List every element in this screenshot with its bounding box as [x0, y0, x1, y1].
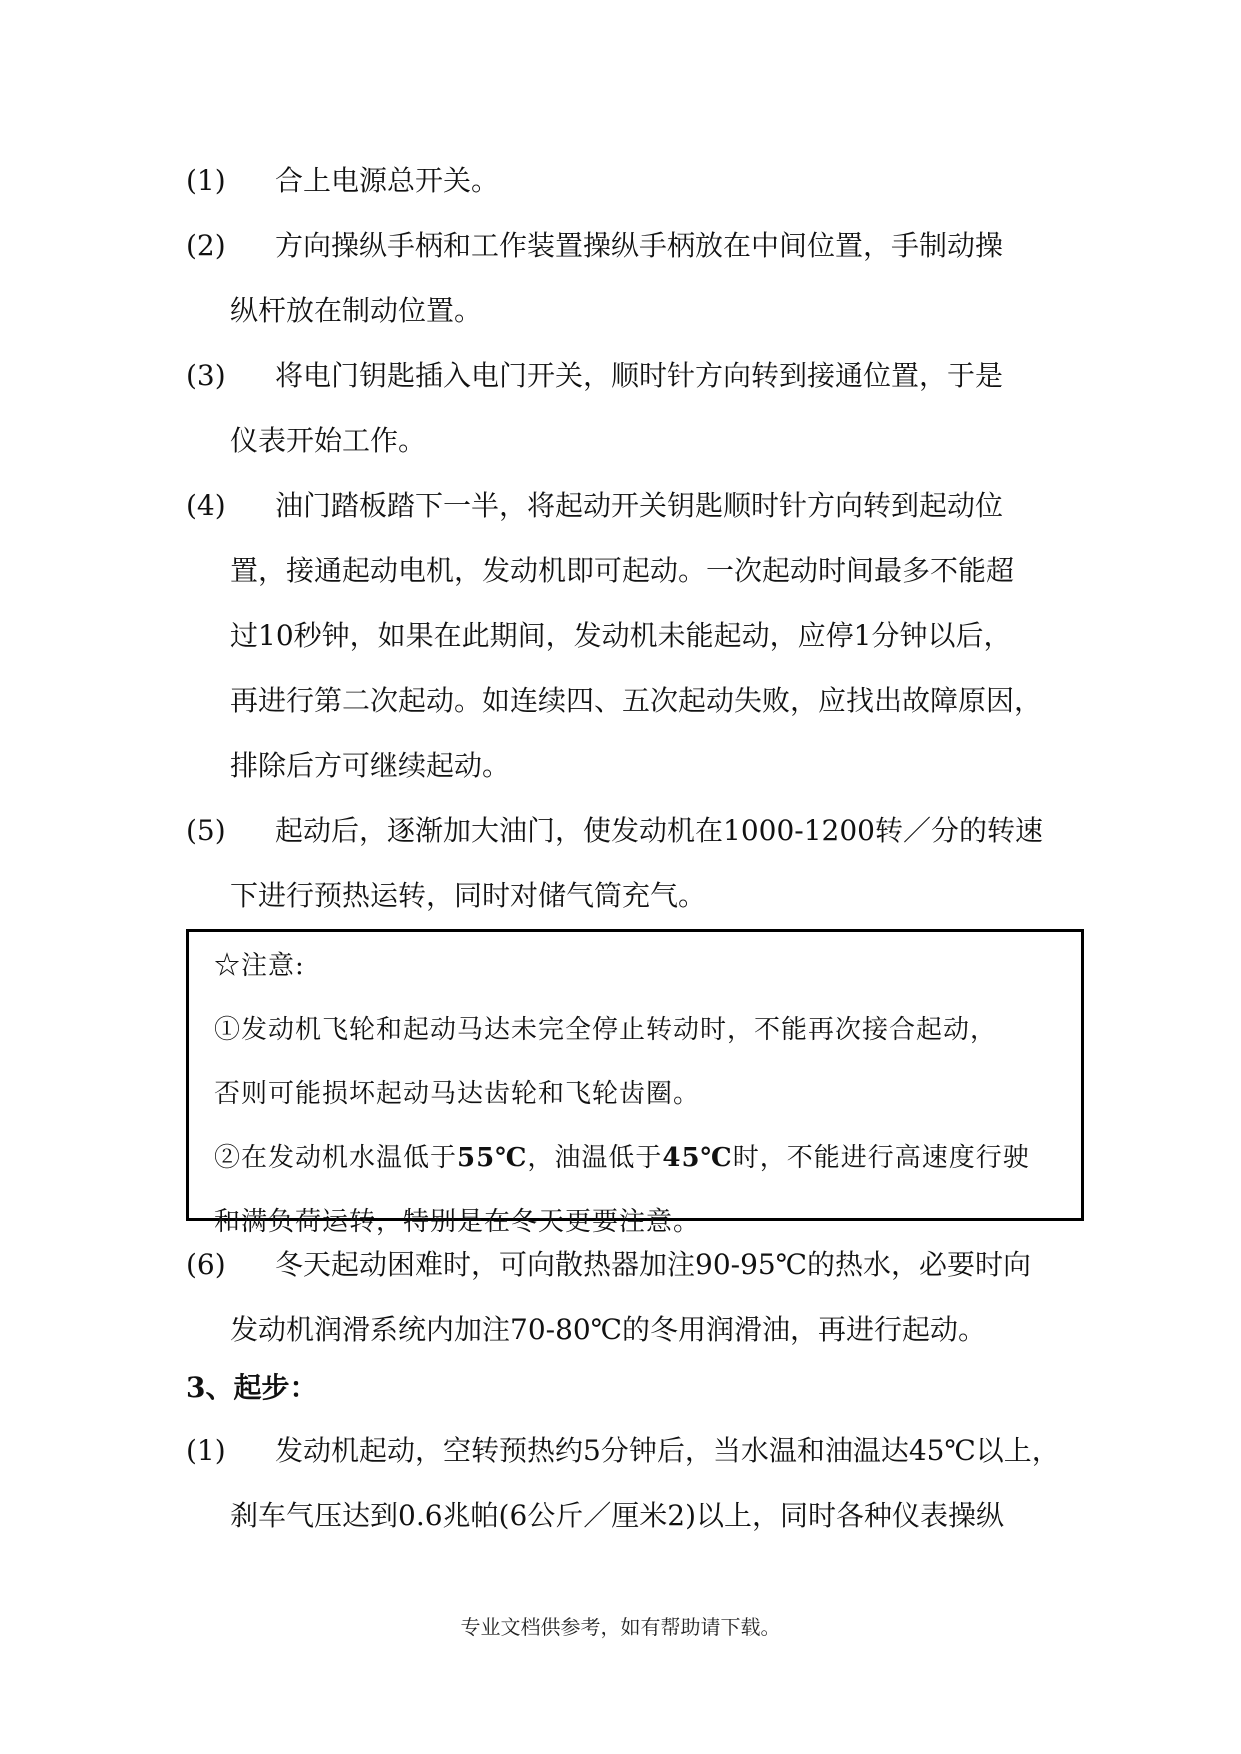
- item-number: (3): [186, 359, 226, 392]
- item-text: 发动机起动，空转预热约5分钟后，当水温和油温达45℃以上，: [275, 1434, 1060, 1467]
- list-item: [186, 213, 1046, 343]
- item-text: 将电门钥匙插入电门开关，顺时针方向转到接通位置，于是: [275, 359, 1004, 392]
- caution-text-part: ，油温低于: [527, 1143, 663, 1173]
- caution-text: [214, 1126, 1074, 1190]
- caution-title: ☆注意:: [214, 951, 305, 981]
- item-text: 刹车气压达到0.6兆帕(6公斤／厘米2)以上，同时各种仪表操纵: [230, 1499, 1005, 1532]
- item-text: 再进行第二次起动。如连续四、五次起动失败，应找出故障原因，: [230, 684, 1043, 717]
- item-number: (1): [186, 164, 226, 197]
- item-number: (5): [186, 814, 226, 847]
- caution-text: 和满负荷运转，特别是在冬天更要注意。: [214, 1207, 701, 1237]
- caution-text: 否则可能损坏起动马达齿轮和飞轮齿圈。: [214, 1079, 701, 1109]
- caution-text-part: 时，不能进行高速度行驶: [732, 1143, 1030, 1173]
- section-heading: 3、起步：: [186, 1371, 318, 1404]
- list-item: [186, 1418, 1060, 1548]
- list-item: [186, 798, 1046, 928]
- item-text: 下进行预热运转，同时对储气筒充气。: [230, 879, 707, 912]
- page-footer: 专业文档供参考，如有帮助请下载。: [460, 1615, 781, 1639]
- item-text: 置，接通起动电机，发动机即可起动。一次起动时间最多不能超: [230, 554, 1015, 587]
- item-text: 发动机润滑系统内加注70-80℃的冬用润滑油，再进行起动。: [230, 1313, 987, 1346]
- item-text: 过10秒钟，如果在此期间，发动机未能起动，应停1分钟以后，: [230, 619, 1012, 652]
- list-item: [186, 1232, 1046, 1362]
- item-number: (6): [186, 1248, 226, 1281]
- item-text: 起动后，逐渐加大油门，使发动机在1000-1200转／分的转速: [275, 814, 1043, 847]
- item-text: 冬天起动困难时，可向散热器加注90-95℃的热水，必要时向: [275, 1248, 1032, 1281]
- item-number: (1): [186, 1434, 226, 1467]
- list-item: [186, 473, 1046, 798]
- item-text: 方向操纵手柄和工作装置操纵手柄放在中间位置，手制动操: [275, 229, 1004, 262]
- caution-text: ①发动机飞轮和起动马达未完全停止转动时，不能再次接合起动，: [214, 1015, 998, 1045]
- list-item: [186, 343, 1046, 473]
- item-text: 纵杆放在制动位置。: [230, 294, 483, 327]
- oil-temp-value: 45℃: [662, 1143, 733, 1173]
- item-number: (4): [186, 489, 226, 522]
- item-text: 油门踏板踏下一半，将起动开关钥匙顺时针方向转到起动位: [275, 489, 1004, 522]
- item-number: (2): [186, 229, 226, 262]
- item-text: 仪表开始工作。: [230, 424, 427, 457]
- list-item: [186, 148, 1046, 213]
- caution-box: [186, 929, 1084, 1237]
- caution-text-part: ②在发动机水温低于: [214, 1143, 458, 1173]
- item-text: 排除后方可继续起动。: [230, 749, 511, 782]
- item-text: 合上电源总开关。: [275, 164, 500, 197]
- water-temp-value: 55℃: [457, 1143, 528, 1173]
